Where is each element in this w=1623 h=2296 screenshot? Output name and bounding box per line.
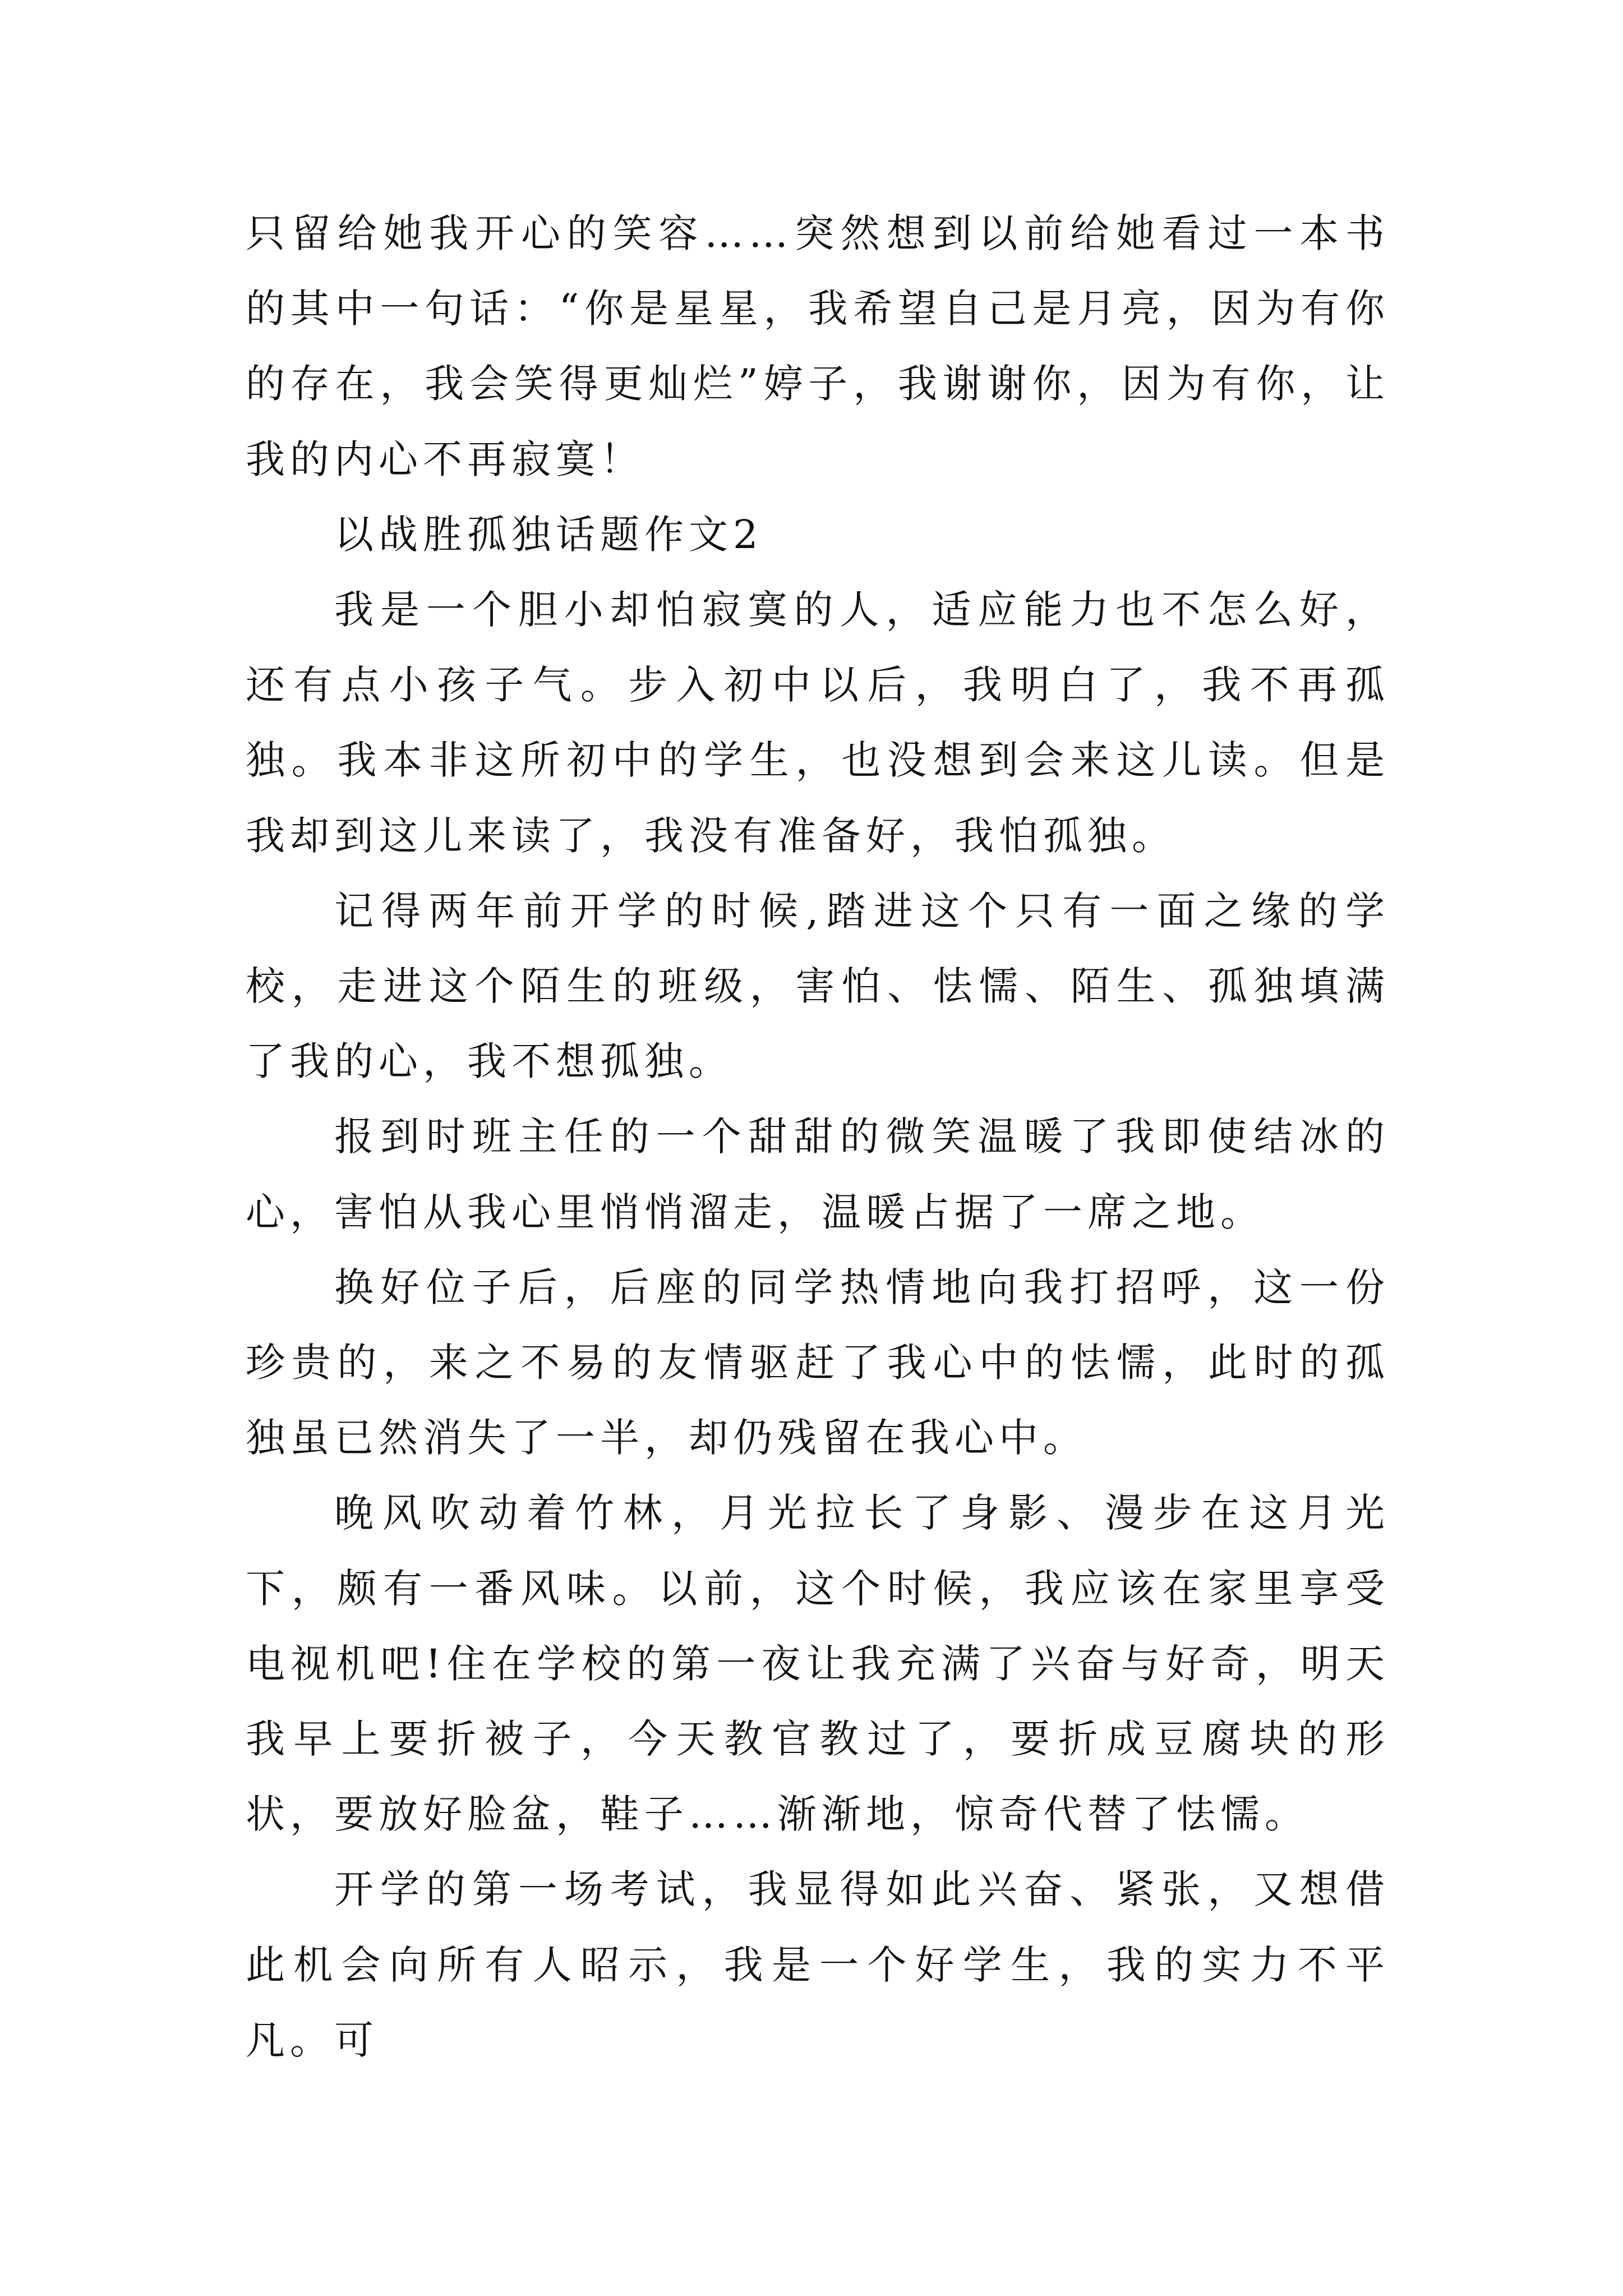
paragraph: 晚风吹动着竹林，月光拉长了身影、漫步在这月光下，颇有一番风味。以前，这个时候，我应该在家里享受电视机吧!住在学校的第一夜让我充满了兴奋与好奇，明天我早上要折被子，今天教官教过了，要折成豆腐块的形状，要放好脸盆，鞋子……渐渐地，惊奇代替了怯懦。 bbox=[246, 1490, 1390, 1838]
document-body bbox=[246, 196, 1390, 2078]
essay-title: 以战胜孤独话题作文2 bbox=[334, 511, 763, 558]
paragraph: 记得两年前开学的时候,踏进这个只有一面之缘的学校，走进这个陌生的班级，害怕、怯懦、陌生、孤独填满了我的心，我不想孤独。 bbox=[246, 887, 1390, 1085]
paragraph: 换好位子后，后座的同学热情地向我打招呼，这一份珍贵的，来之不易的友情驱赶了我心中的怯懦，此时的孤独虽已然消失了一半，却仍残留在我心中。 bbox=[246, 1264, 1390, 1461]
paragraph-truncated: 开学的第一场考试，我显得如此兴奋、紧张，又想借此机会向所有人昭示，我是一个好学生，我的实力不平凡。可 bbox=[246, 1866, 1390, 2063]
paragraph-continuation: 只留给她我开心的笑容……突然想到以前给她看过一本书的其中一句话：“你是星星，我希望自己是月亮，因为有你的存在，我会笑得更灿烂”婷子，我谢谢你，因为有你，让我的内心不再寂寞！ bbox=[246, 210, 1390, 482]
paragraph: 我是一个胆小却怕寂寞的人，适应能力也不怎么好，还有点小孩子气。步入初中以后，我明白了，我不再孤独。我本非这所初中的学生，也没想到会来这儿读。但是我却到这儿来读了，我没有准备好，我怕孤独。 bbox=[246, 587, 1390, 859]
paragraph: 报到时班主任的一个甜甜的微笑温暖了我即使结冰的心，害怕从我心里悄悄溜走，温暖占据了一席之地。 bbox=[246, 1114, 1390, 1235]
